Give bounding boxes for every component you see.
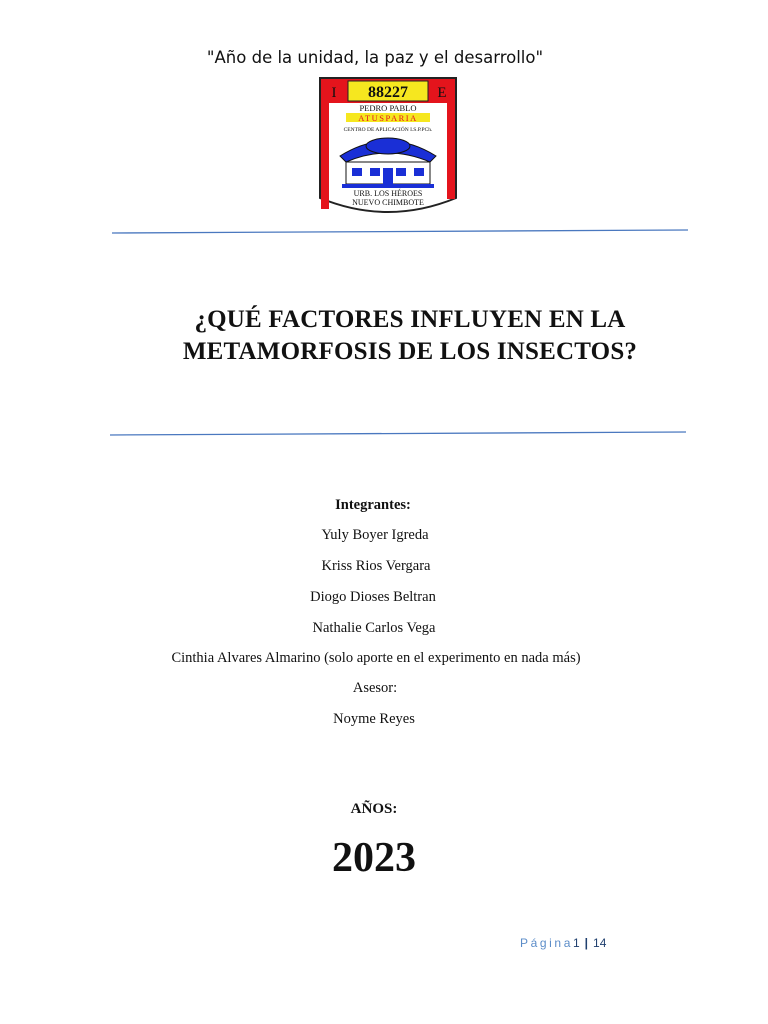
document-title (100, 304, 720, 368)
advisor-name: Noyme Reyes (333, 711, 415, 727)
year-value: 2023 (332, 835, 416, 881)
logo-line3: CENTRO DE APLICACIÓN I.S.P.PCh. (343, 127, 433, 133)
member-name: Kriss Rios Vergara (321, 558, 431, 574)
divider-top (110, 229, 690, 235)
years-label: AÑOS: (350, 801, 398, 817)
school-logo (318, 76, 458, 218)
member-name: Yuly Boyer Igreda (321, 527, 429, 543)
advisor-label: Asesor: (352, 680, 398, 696)
member-name: Cinthia Alvares Almarino (solo aporte en el experimento en nada más) (171, 650, 581, 666)
members-heading: Integrantes: (335, 497, 411, 513)
page-word: Página (520, 936, 573, 950)
page-number: 1 (572, 936, 580, 950)
member-name: Nathalie Carlos Vega (312, 620, 436, 636)
page-total: 14 (593, 936, 607, 950)
logo-left-letter: I (331, 85, 337, 101)
motto-heading: "Año de la unidad, la paz y el desarrollo" (206, 48, 544, 67)
logo-bottom2: NUEVO CHIMBOTE (352, 198, 424, 207)
logo-line2: ATUSPARIA (358, 113, 418, 123)
page-footer (520, 936, 606, 950)
logo-bottom1: URB. LOS HÉROES (353, 189, 423, 198)
page-separator: | (584, 936, 589, 950)
member-name: Diogo Dioses Beltran (310, 589, 436, 605)
title-line-2: METAMORFOSIS DE LOS INSECTOS? (182, 338, 638, 365)
logo-line1: PEDRO PABLO (359, 103, 417, 113)
divider-bottom (110, 431, 690, 437)
logo-number: 88227 (368, 84, 408, 101)
title-line-1: ¿QUÉ FACTORES INFLUYEN EN LA (194, 306, 626, 333)
logo-right-letter: E (437, 85, 447, 101)
